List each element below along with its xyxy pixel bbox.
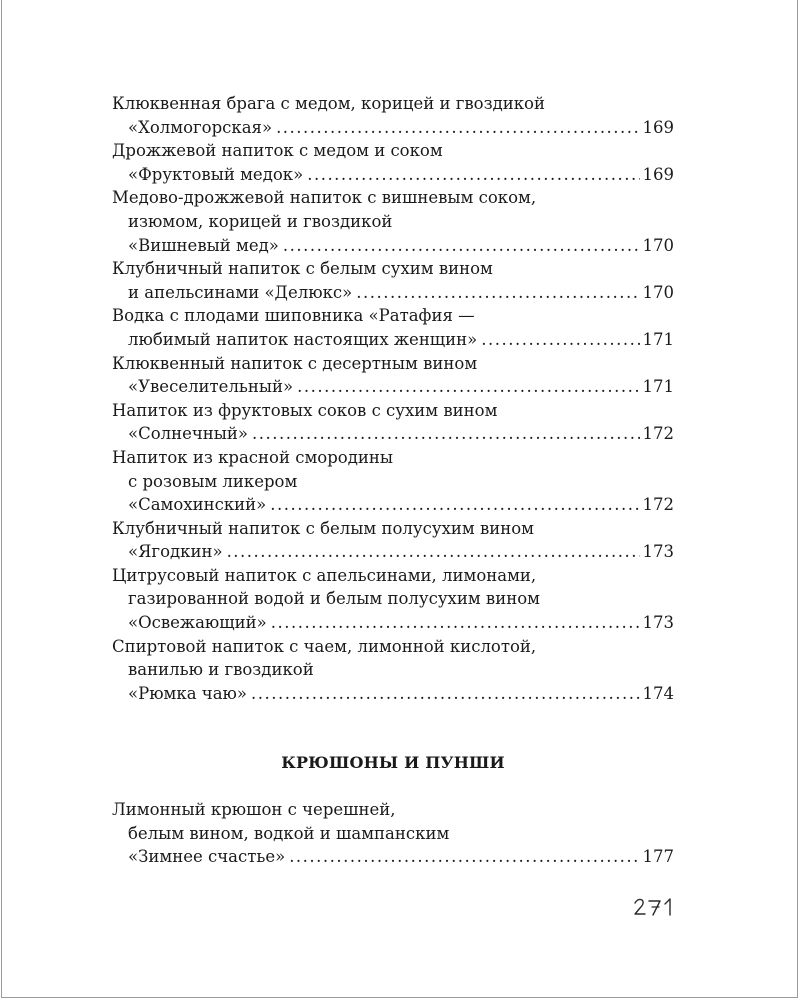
toc-entry-title: «Увеселительный» [128,377,294,397]
toc-page-number: 170 [642,282,674,302]
dot-leader [356,281,639,305]
toc-entry-title: «Фруктовый медок» [128,164,304,184]
dot-leader [276,116,639,140]
toc-entry-final-line [112,281,674,305]
toc-entry-final-line [112,422,674,446]
toc-entry-line [112,257,674,281]
toc-page-number: 173 [642,542,674,562]
dot-leader [251,682,640,706]
toc-entry-text: Медово-дрожжевой напиток с вишневым соком, [112,188,537,208]
toc-entry [112,446,674,517]
toc-entry-title: любимый напиток настоящих женщин» [128,329,478,349]
toc-entry-final-line [112,116,674,140]
toc-entry-text: Дрожжевой напиток с медом и соком [112,141,443,161]
toc-list [112,92,674,705]
toc-entry-title: «Самохинский» [128,495,267,515]
toc-entry-final-line [112,493,674,517]
toc-entry-line [112,587,674,611]
toc-entry-line [112,470,674,494]
handwritten-page-number [632,896,680,918]
toc-entry-title: «Холмогорская» [128,117,273,137]
toc-entry-line [112,517,674,541]
toc-entry [112,186,674,257]
toc-entry-line [112,798,674,822]
toc-entry-line [112,446,674,470]
toc-entry-line [112,658,674,682]
toc-entry-line [112,822,674,846]
toc-page-number: 169 [642,164,674,184]
toc-entry-text: Клюквенная брага с медом, корицей и гвоздикой [112,94,545,113]
toc-entry-line [112,564,674,588]
toc-entry [112,399,674,446]
toc-entry [112,304,674,351]
dot-leader [270,493,639,517]
toc-entry-line [112,186,674,210]
toc-page-number: 173 [642,613,674,633]
toc-entry [112,257,674,304]
toc-entry-final-line [112,328,674,352]
toc-entry [112,352,674,399]
toc-page-number: 172 [642,424,674,444]
toc-entry-text: Клюквенный напиток с десертным вином [112,353,478,373]
toc-page-number: 172 [642,495,674,515]
dot-leader [271,611,640,635]
toc-page-number: 174 [642,683,674,703]
toc-entry-text: Клубничный напиток с белым полусухим вином [112,518,534,538]
dot-leader [289,845,639,869]
toc-page-number: 169 [642,117,674,137]
toc-entry-line [112,92,674,116]
toc-entry-text: Напиток из красной смородины [112,447,393,467]
toc-entry-text: Спиртовой напиток с чаем, лимонной кислотой, [112,636,537,656]
toc-entry-text: с розовым ликером [128,471,298,491]
toc-entry [112,798,674,869]
toc-entry-text: Лимонный крюшон с черешней, [112,800,396,819]
toc-entry-final-line [112,375,674,399]
toc-entry [112,517,674,564]
toc-page-number: 177 [642,847,674,867]
toc-entry-line [112,635,674,659]
toc-list-second [112,798,674,869]
toc-entry-text: Водка с плодами шиповника «Ратафия — [112,306,475,326]
toc-entry-text: газированной водой и белым полусухим вином [128,589,540,609]
toc-entry-text: изюмом, корицей и гвоздикой [128,211,393,231]
toc-entry-text: ванилью и гвоздикой [128,660,314,680]
toc-entry-title: «Зимнее счастье» [128,847,286,867]
toc-entry-final-line [112,845,674,869]
toc-entry-final-line [112,234,674,258]
toc-entry-text: Напиток из фруктовых соков с сухим вином [112,400,498,420]
toc-entry-line [112,210,674,234]
section-title: КРЮШОНЫ И ПУНШИ [281,753,505,772]
toc-entry-final-line [112,540,674,564]
toc-entry [112,635,674,706]
toc-entry-title: «Освежающий» [128,613,267,633]
toc-entry [112,564,674,635]
toc-entry-final-line [112,682,674,706]
toc-entry-title: «Ягодкин» [128,542,223,562]
toc-entry-line [112,304,674,328]
toc-entry-title: «Вишневый мед» [128,235,279,255]
dot-leader [297,375,639,399]
toc-page-number: 171 [642,329,674,349]
toc-entry-final-line [112,611,674,635]
toc-entry [112,92,674,139]
toc-entry-final-line [112,163,674,187]
toc-entry-line [112,399,674,423]
dot-leader [227,540,640,564]
toc-entry-text: Цитрусовый напиток с апельсинами, лимонами, [112,565,537,585]
toc-page-number: 171 [642,377,674,397]
toc-entry-line [112,352,674,376]
toc-entry-title: «Рюмка чаю» [128,683,247,703]
toc-entry-text: Клубничный напиток с белым сухим вином [112,259,493,279]
dot-leader [481,328,639,352]
dot-leader [307,163,639,187]
toc-entry [112,139,674,186]
toc-entry-title: и апельсинами «Делюкс» [128,282,353,302]
toc-entry-text: белым вином, водкой и шампанским [128,823,450,843]
dot-leader [252,422,639,446]
toc-page-number: 170 [642,235,674,255]
dot-leader [283,234,640,258]
toc-entry-line [112,139,674,163]
toc-entry-title: «Солнечный» [128,424,249,444]
